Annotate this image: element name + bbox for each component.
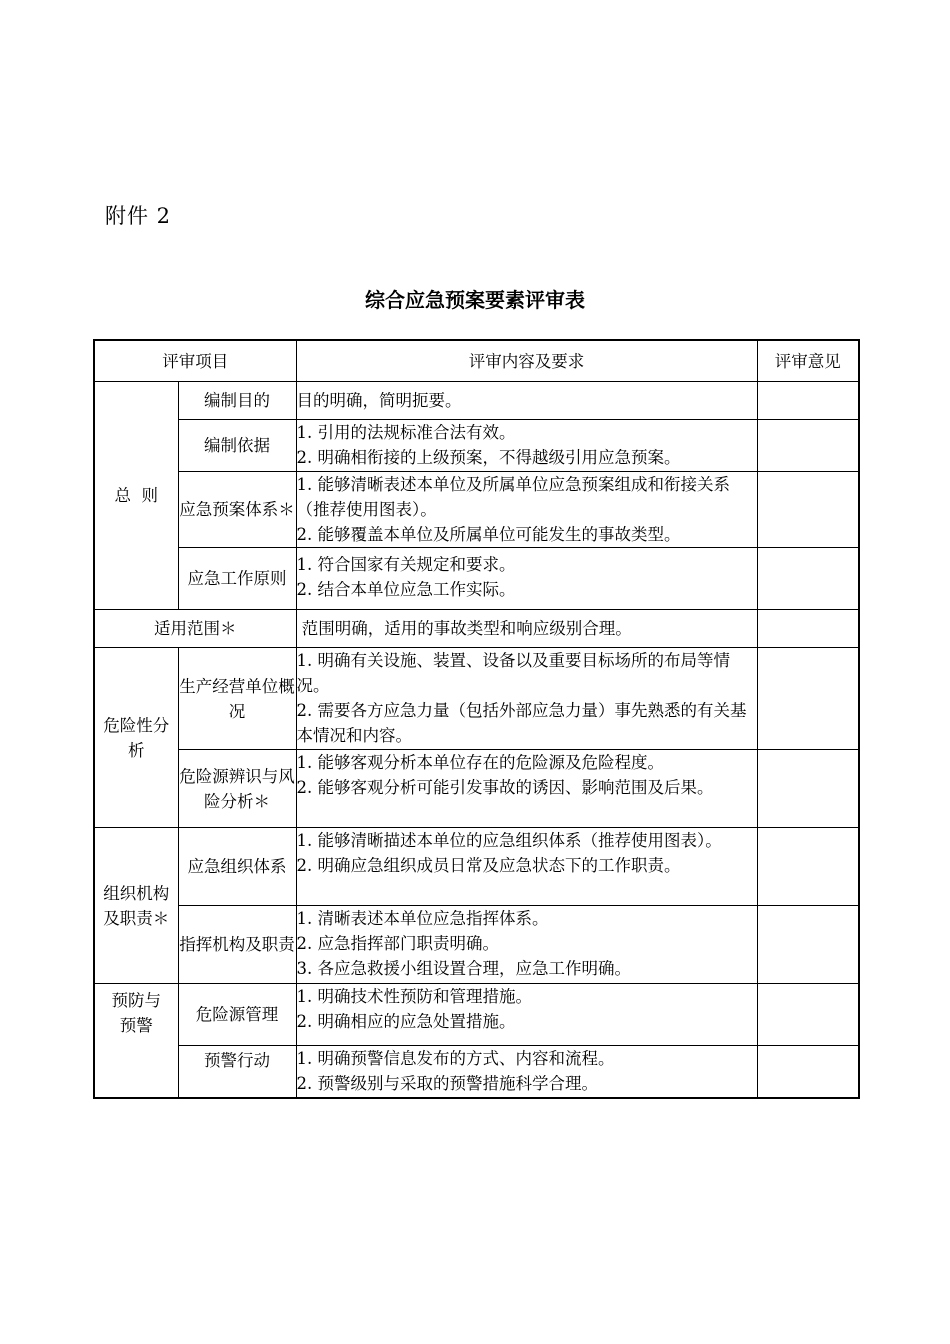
- content-cell: [296, 828, 757, 906]
- table-row: [94, 610, 859, 648]
- table-row: [94, 1046, 859, 1098]
- group-prevent: 预防与预警: [94, 984, 178, 1098]
- content-line: 1. 明确有关设施、装置、设备以及重要目标场所的布局等情况。: [296, 651, 730, 695]
- sub-item: 编制依据: [178, 420, 296, 472]
- content-line: 2. 需要各方应急力量（包括外部应急力量）事先熟悉的有关基本情况和内容。: [296, 701, 747, 745]
- table-row: [94, 420, 859, 472]
- opinion-cell[interactable]: [757, 610, 859, 648]
- content-line: 1. 能够清晰表述本单位及所属单位应急预案组成和衔接关系（推荐使用图表）。: [296, 475, 730, 519]
- header-opinion: 评审意见: [757, 340, 859, 382]
- content-line: 2. 应急指挥部门职责明确。: [296, 934, 499, 953]
- table-row: [94, 984, 859, 1046]
- content-cell: [296, 750, 757, 828]
- sub-item: 危险源管理: [178, 984, 296, 1046]
- sub-item: 危险源辨识与风险分析＊: [178, 750, 296, 828]
- opinion-cell[interactable]: [757, 382, 859, 420]
- content-line: 2. 明确应急组织成员日常及应急状态下的工作职责。: [296, 856, 681, 875]
- content-line: 范围明确，适用的事故类型和响应级别合理。: [296, 619, 632, 638]
- content-line: 1. 能够清晰描述本单位的应急组织体系（推荐使用图表）。: [296, 831, 722, 850]
- opinion-cell[interactable]: [757, 828, 859, 906]
- content-line: 目的明确，简明扼要。: [296, 391, 462, 410]
- table-row: [94, 750, 859, 828]
- content-cell: [296, 906, 757, 984]
- header-item: 评审项目: [94, 340, 296, 382]
- page-title: 综合应急预案要素评审表: [365, 288, 585, 312]
- opinion-cell[interactable]: [757, 548, 859, 610]
- group-general: 总 则: [94, 382, 178, 610]
- opinion-cell[interactable]: [757, 472, 859, 548]
- table-row: [94, 472, 859, 548]
- content-line: 3. 各应急救援小组设置合理，应急工作明确。: [296, 959, 631, 978]
- header-content: 评审内容及要求: [296, 340, 757, 382]
- content-cell: [296, 648, 757, 750]
- content-line: 2. 预警级别与采取的预警措施科学合理。: [296, 1074, 598, 1093]
- table-row: [94, 548, 859, 610]
- content-line: 1. 明确技术性预防和管理措施。: [296, 987, 532, 1006]
- table-row: [94, 648, 859, 750]
- sub-item: 指挥机构及职责: [178, 906, 296, 984]
- attachment-label: 附件 2: [105, 204, 172, 228]
- content-line: 2. 能够覆盖本单位及所属单位可能发生的事故类型。: [296, 525, 681, 544]
- content-line: 1. 明确预警信息发布的方式、内容和流程。: [296, 1049, 615, 1068]
- content-cell: [296, 610, 757, 648]
- opinion-cell[interactable]: [757, 420, 859, 472]
- content-cell: [296, 1046, 757, 1098]
- table-row: [94, 906, 859, 984]
- content-cell: [296, 548, 757, 610]
- group-scope: 适用范围＊: [94, 610, 296, 648]
- opinion-cell[interactable]: [757, 648, 859, 750]
- table-row: [94, 828, 859, 906]
- opinion-cell[interactable]: [757, 1046, 859, 1098]
- content-line: 1. 符合国家有关规定和要求。: [296, 555, 516, 574]
- content-cell: [296, 984, 757, 1046]
- content-line: 2. 明确相应的应急处置措施。: [296, 1012, 516, 1031]
- table-header-row: [94, 340, 859, 382]
- content-line: 1. 能够客观分析本单位存在的危险源及危险程度。: [296, 753, 664, 772]
- sub-item: 应急组织体系: [178, 828, 296, 906]
- sub-item: 预警行动: [178, 1046, 296, 1098]
- content-line: 1. 引用的法规标准合法有效。: [296, 423, 516, 442]
- content-line: 1. 清晰表述本单位应急指挥体系。: [296, 909, 549, 928]
- review-table: [93, 339, 860, 1099]
- content-cell: [296, 420, 757, 472]
- opinion-cell[interactable]: [757, 750, 859, 828]
- group-risk: 危险性分析: [94, 648, 178, 828]
- content-line: 2. 明确相衔接的上级预案，不得越级引用应急预案。: [296, 448, 681, 467]
- sub-item: 生产经营单位概况: [178, 648, 296, 750]
- opinion-cell[interactable]: [757, 984, 859, 1046]
- opinion-cell[interactable]: [757, 906, 859, 984]
- content-cell: [296, 382, 757, 420]
- sub-item: 应急工作原则: [178, 548, 296, 610]
- sub-item: 编制目的: [178, 382, 296, 420]
- table-row: [94, 382, 859, 420]
- group-org: 组织机构及职责＊: [94, 828, 178, 984]
- sub-item: 应急预案体系＊: [178, 472, 296, 548]
- content-cell: [296, 472, 757, 548]
- content-line: 2. 结合本单位应急工作实际。: [296, 580, 516, 599]
- content-line: 2. 能够客观分析可能引发事故的诱因、影响范围及后果。: [296, 778, 714, 797]
